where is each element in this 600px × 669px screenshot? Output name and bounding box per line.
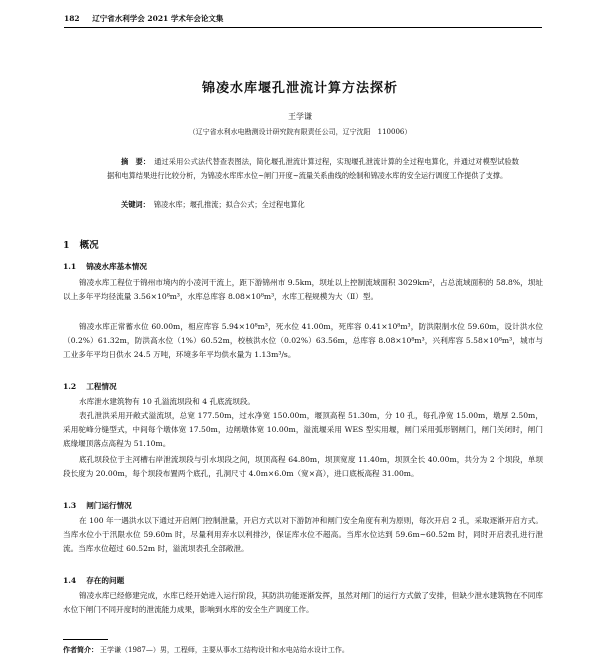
footnote-label: 作者简介： [63, 645, 98, 654]
section-title: 概况 [79, 240, 99, 251]
paragraph-existing-problems: 锦凌水库已经修建完成，水库已经开始进入运行阶段，其防洪功能逐渐发挥，虽然对闸门的运行方式做了安排，但缺少泄水建筑物在不同库水位下闸门不同开度时的泄流能力成果，影响到水库的安全生产调度工作。 [63, 591, 543, 615]
subsection-heading-1-1 [63, 261, 147, 272]
subsection-heading-1-2 [63, 381, 117, 392]
subsection-title: 工程情况 [86, 382, 117, 391]
journal-name: 辽宁省水利学会 2021 学术年会论文集 [92, 14, 224, 23]
running-header [64, 13, 542, 28]
section-heading-1 [63, 237, 99, 251]
keywords [121, 200, 305, 210]
abstract-text: 通过采用公式法代替查表图法，简化堰孔泄流计算过程，实现堰孔泄流计算的全过程电算化，并通过对模型试验数据和电算结果进行比较分析，为锦凌水库库水位~闸门开度~流量关系曲线的绘制和锦凌水库的安全运行调度工作提供了支撑。 [107, 157, 519, 180]
abstract [107, 155, 519, 182]
paragraph-outlet-structures: 水库泄水建筑物有 10 孔溢流坝段和 4 孔底流坝段。 [79, 397, 256, 406]
subsection-title: 闸门运行情况 [86, 501, 132, 510]
author-name: 王学谦 [288, 112, 312, 121]
paragraph-gate-operation: 在 100 年一遇洪水以下通过开启闸门控制泄量，开启方式以对下游防冲和闸门安全角度有利为原则，每次开启 2 孔，采取逐渐开启方式。当库水位小于汛限水位 59.60m 时，尽量利用弃水以利排沙，保证库水位不超高。当库水位达到 59.6m~60.52m 时，同时开启表孔进行泄流。当库水位超过 60.52m 时，溢流坝表孔全部敞泄。 [63, 516, 543, 554]
subsection-number: 1.1 [63, 262, 77, 271]
paragraph-bottom-outlet: 底孔坝段位于主河槽右岸泄流坝段与引水坝段之间，坝顶高程 64.80m，坝顶宽度 11.40m，坝顶全长 40.00m，共分为 2 个坝段，单坝段长度为 20.00m，每个坝段布置两个底孔，孔洞尺寸 4.0m×6.0m（宽×高），进口底板高程 31.00m。 [63, 455, 543, 479]
paper-title: 锦凌水库堰孔泄流计算方法探析 [201, 81, 398, 96]
subsection-number: 1.3 [63, 501, 77, 510]
page-number: 182 [64, 14, 80, 23]
footnote-text: 王学谦（1987—）男，工程师，主要从事水工结构设计和水电站给水设计工作。 [100, 646, 349, 654]
keywords-text: 锦凌水库；堰孔推流；拟合公式；全过程电算化 [153, 200, 305, 209]
keywords-label: 关键词： [121, 200, 150, 209]
subsection-title: 锦凌水库基本情况 [86, 262, 147, 271]
abstract-label: 摘 要： [121, 157, 151, 166]
subsection-number: 1.4 [63, 576, 77, 585]
subsection-title: 存在的问题 [86, 576, 125, 585]
author-footnote [63, 645, 349, 655]
author-affiliation: （辽宁省水利水电勘测设计研究院有限责任公司，辽宁沈阳 110006） [188, 128, 412, 136]
subsection-number: 1.2 [63, 382, 77, 391]
section-number: 1 [63, 240, 70, 251]
subsection-heading-1-4 [63, 575, 124, 586]
paragraph-surface-spillway: 表孔泄洪采用开敞式溢流坝，总宽 177.50m，过水净宽 150.00m，堰顶高程 51.30m，分 10 孔，每孔净宽 15.00m，墩厚 2.50m，采用驼峰分缝型式，中间每个墩体宽 17.50m，边闸墩体宽 10.00m，溢流堰采用 WES 型实用堰，闸门采用弧形钢闸门，闸门关闭时，闸门底缘堰顶落点高程为 51.10m。 [63, 411, 543, 449]
paragraph-location: 锦凌水库工程位于锦州市境内的小凌河干流上，距下游锦州市 9.5km，坝址以上控制流域面积 3029km²，占总流域面积的 58.8%，坝址以上多年平均径流量 3.56×10⁸m³，水库总库容 8.08×10⁸m³，水库工程规模为大（Ⅱ）型。 [63, 278, 543, 302]
footnote-divider [63, 639, 108, 640]
paragraph-reservoir-levels: 锦凌水库正常蓄水位 60.00m，相应库容 5.94×10⁸m³，死水位 41.00m，死库容 0.41×10⁸m³，防洪限制水位 59.60m，设计洪水位（0.2%）61.32m，防洪高水位（1%）60.52m，校核洪水位（0.02%）63.56m，总库容 8.08×10⁸m³，兴利库容 5.58×10⁸m³，城市与工业多年平均日供水 24.5 万吨，环境多年平均供水量为 1.13m³/s。 [63, 322, 543, 360]
subsection-heading-1-3 [63, 500, 132, 511]
